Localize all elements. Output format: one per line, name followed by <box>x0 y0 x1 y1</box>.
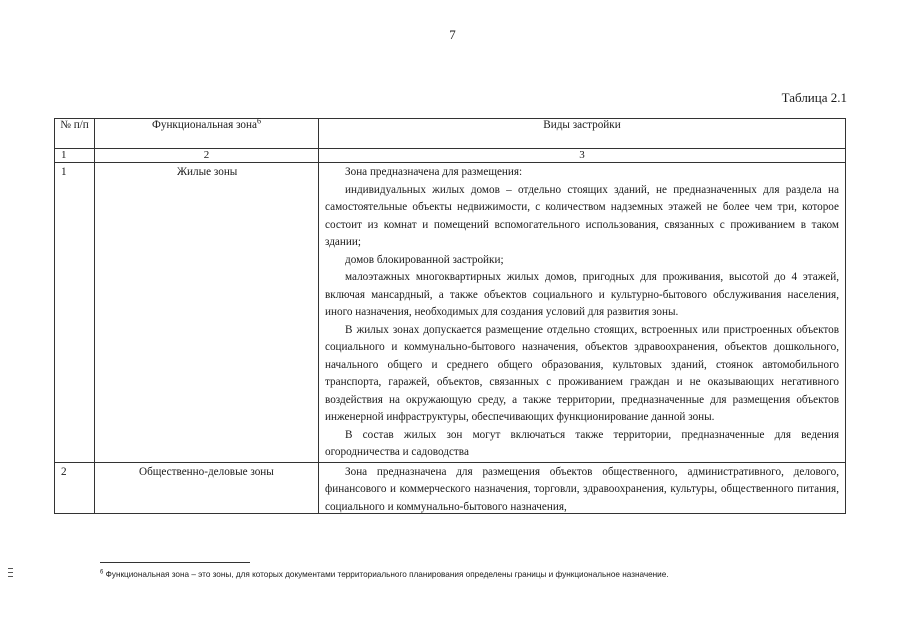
row-kinds-cell <box>319 462 846 513</box>
row-kinds-continued <box>325 464 839 513</box>
header-zone-label: Функциональная зона <box>152 119 257 131</box>
footnote <box>100 570 669 579</box>
header-zone-footnote-ref: 6 <box>256 116 261 126</box>
header-zone <box>95 116 319 149</box>
kinds-paragraph: В состав жилых зон могут включаться также территории, предназначенные для ведения огородничества и садоводства <box>325 428 839 458</box>
footnote-ref: 6 <box>100 569 104 576</box>
kinds-paragraph: В жилых зонах допускается размещение отдельно стоящих, встроенных или пристроенных объектов социального и коммунально-бытового назначения, объектов здравоохранения, объектов дошкольного, начального общего и среднего общего образования, культовых зданий, стоянок автомобильного транспорта, гаражей, объектов, связанных с проживанием граждан и не оказывающих негативного воздействия на окружающую среду, а также территории, предназначенные для размещения объектов инженерной инфраструктуры, обеспечивающих функционирование данной зоны. <box>325 323 839 423</box>
kinds-paragraph: домов блокированной застройки; <box>345 253 504 266</box>
table-row <box>55 462 846 513</box>
row-number: 1 <box>55 163 95 463</box>
row-number: 2 <box>55 462 95 513</box>
header-kinds: Виды застройки <box>319 119 846 149</box>
page-number: 7 <box>449 27 456 42</box>
kinds-paragraph: индивидуальных жилых домов – отдельно стоящих зданий, не предназначенных для раздела на самостоятельные объекты недвижимости, с количеством надземных этажей не более чем три, которое состоит из комнат и помещений вспомогательного использования, связанных с проживанием в таком здании; <box>325 183 839 248</box>
table-caption: Таблица 2.1 <box>781 90 847 105</box>
row-zone-name: Жилые зоны <box>95 163 319 463</box>
table-header-row <box>55 119 846 149</box>
functional-zones-table <box>54 118 846 514</box>
table-row <box>55 163 846 463</box>
column-number: 1 <box>55 149 95 163</box>
kinds-paragraph: Зона предназначена для размещения: <box>345 166 523 178</box>
footnote-text: Функциональная зона – это зоны, для которых документами территориального планирования определены границы и функциональное назначение. <box>105 570 669 579</box>
kinds-paragraph: Зона предназначена для размещения объектов общественного, административного, делового, финансового и коммерческого назначения, торговли, здравоохранения, культуры, общественного питания, социального и коммунально-бытового назначения, <box>325 465 839 513</box>
column-number: 3 <box>319 149 846 163</box>
column-number: 2 <box>95 149 319 163</box>
row-zone-name: Общественно-деловые зоны <box>95 462 319 513</box>
column-numbers-row <box>55 149 846 163</box>
row-kinds-cell <box>319 163 846 463</box>
header-num: № п/п <box>55 119 95 149</box>
kinds-paragraph: малоэтажных многоквартирных жилых домов, пригодных для проживания, высотой до 4 этажей, включая мансардный, а также объектов социального и культурно-бытового обслуживания населения, иного назначения, необходимых для создания условий для развития зоны. <box>325 271 839 318</box>
footnote-divider <box>100 562 250 563</box>
binding-margin-mark <box>8 568 13 580</box>
